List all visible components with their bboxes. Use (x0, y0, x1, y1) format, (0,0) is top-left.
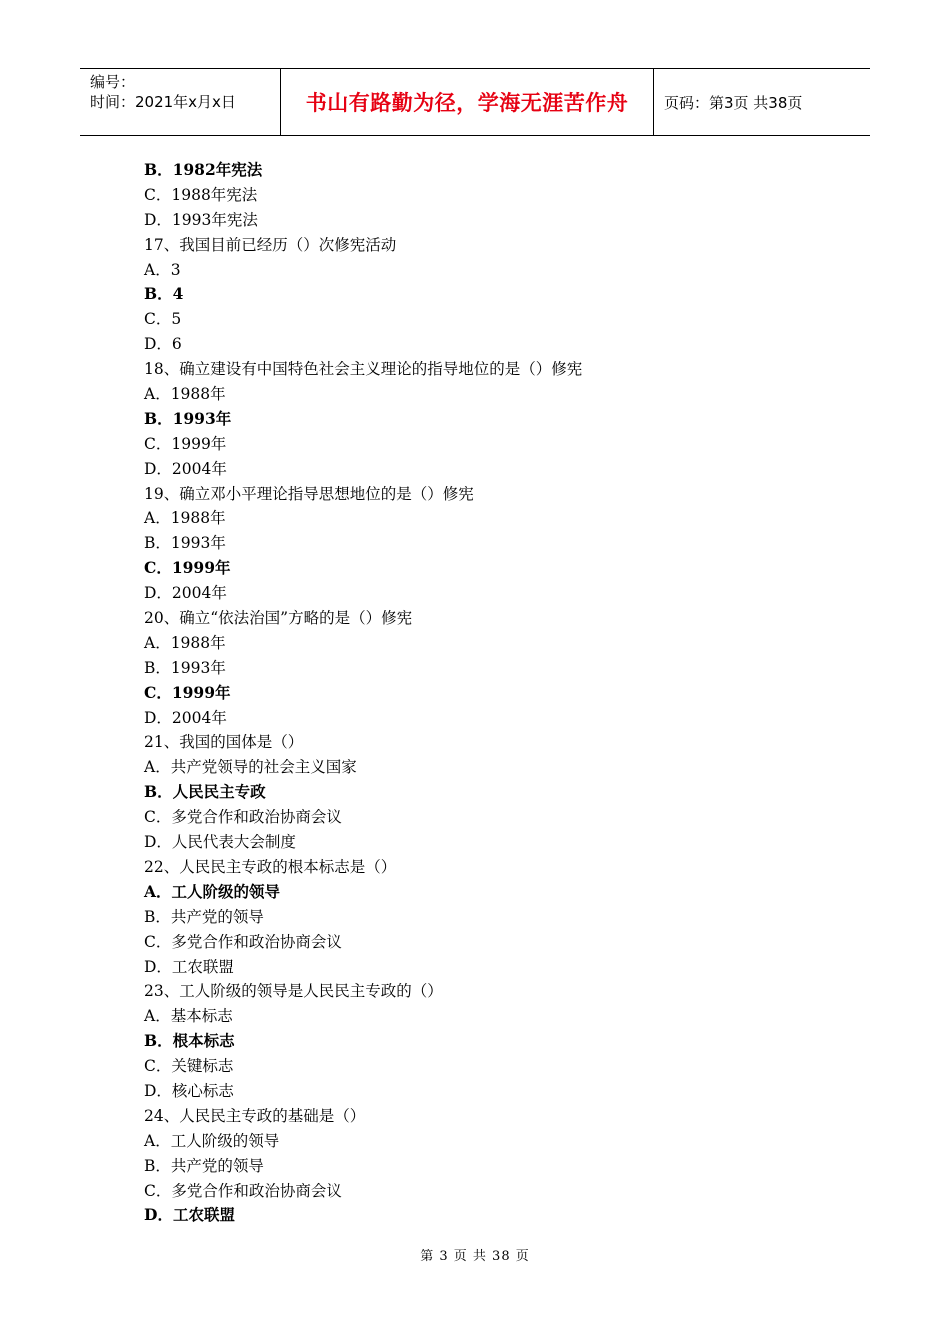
answer-option: A．工人阶级的领导 (144, 1131, 280, 1150)
number-label: 编号： (90, 73, 136, 91)
answer-option: D．工农联盟 (144, 957, 234, 976)
answer-option: A．基本标志 (144, 1007, 233, 1026)
answer-option: B．1993年 (144, 658, 226, 677)
answer-option: D．2004年 (144, 584, 227, 603)
page-footer: 第 3 页 共 38 页 (420, 1249, 530, 1264)
answer-option: C．1999年 (144, 434, 227, 453)
page-header (80, 68, 870, 136)
question-list (144, 158, 864, 1228)
answer-option-correct: B．1982年宪法 (144, 160, 263, 179)
answer-option-correct: A．工人阶级的领导 (144, 881, 281, 901)
answer-option: A．共产党领导的社会主义国家 (144, 758, 357, 777)
header-meta (80, 69, 281, 135)
answer-option: A．3 (144, 260, 181, 279)
question-stem: 18、确立建设有中国特色社会主义理论的指导地位的是（）修宪 (144, 360, 583, 379)
answer-option-correct: C．1999年 (144, 558, 231, 578)
answer-option: D．6 (144, 335, 182, 354)
answer-option: C．多党合作和政治协商会议 (144, 808, 342, 827)
question-stem: 19、确立邓小平理论指导思想地位的是（）修宪 (144, 484, 474, 503)
header-page-info: 页码：第3页 共38页 (664, 93, 803, 112)
answer-option-correct: B．1993年 (144, 408, 232, 428)
answer-option: B．共产党的领导 (144, 907, 264, 926)
answer-option: C．关键标志 (144, 1057, 234, 1076)
question-stem: 17、我国目前已经历（）次修宪活动 (144, 235, 397, 254)
answer-option: A．1988年 (144, 633, 226, 652)
answer-option: D．人民代表大会制度 (144, 833, 296, 852)
question-stem: 23、工人阶级的领导是人民民主专政的（） (144, 982, 443, 1001)
answer-option: A．1988年 (144, 385, 226, 404)
time-label: 时间：2021年x月x日 (90, 93, 236, 111)
answer-option-correct: B．根本标志 (144, 1031, 235, 1051)
answer-option-correct: B．人民民主专政 (144, 782, 266, 802)
question-stem: 24、人民民主专政的基础是（） (144, 1106, 366, 1125)
answer-option: A．1988年 (144, 509, 226, 528)
answer-option: C．多党合作和政治协商会议 (144, 932, 342, 951)
question-stem: 22、人民民主专政的根本标志是（） (144, 857, 397, 876)
answer-option: D．核心标志 (144, 1081, 234, 1100)
header-motto: 书山有路勤为径，学海无涯苦作舟 (281, 69, 654, 135)
answer-option: B．1993年 (144, 534, 226, 553)
answer-option: D．1993年宪法 (144, 210, 258, 229)
answer-option: D．2004年 (144, 708, 227, 727)
answer-option: C．5 (144, 310, 182, 329)
answer-option-correct: D．工农联盟 (144, 1205, 235, 1225)
answer-option: C．多党合作和政治协商会议 (144, 1181, 342, 1200)
question-stem: 21、我国的国体是（） (144, 733, 304, 752)
answer-option: B．共产党的领导 (144, 1156, 264, 1175)
answer-option-correct: C．1999年 (144, 682, 231, 702)
answer-option: C．1988年宪法 (144, 185, 258, 204)
question-stem: 20、确立“依法治国”方略的是（）修宪 (144, 609, 413, 628)
answer-option: D．2004年 (144, 459, 227, 478)
answer-option-correct: B．4 (144, 284, 184, 304)
